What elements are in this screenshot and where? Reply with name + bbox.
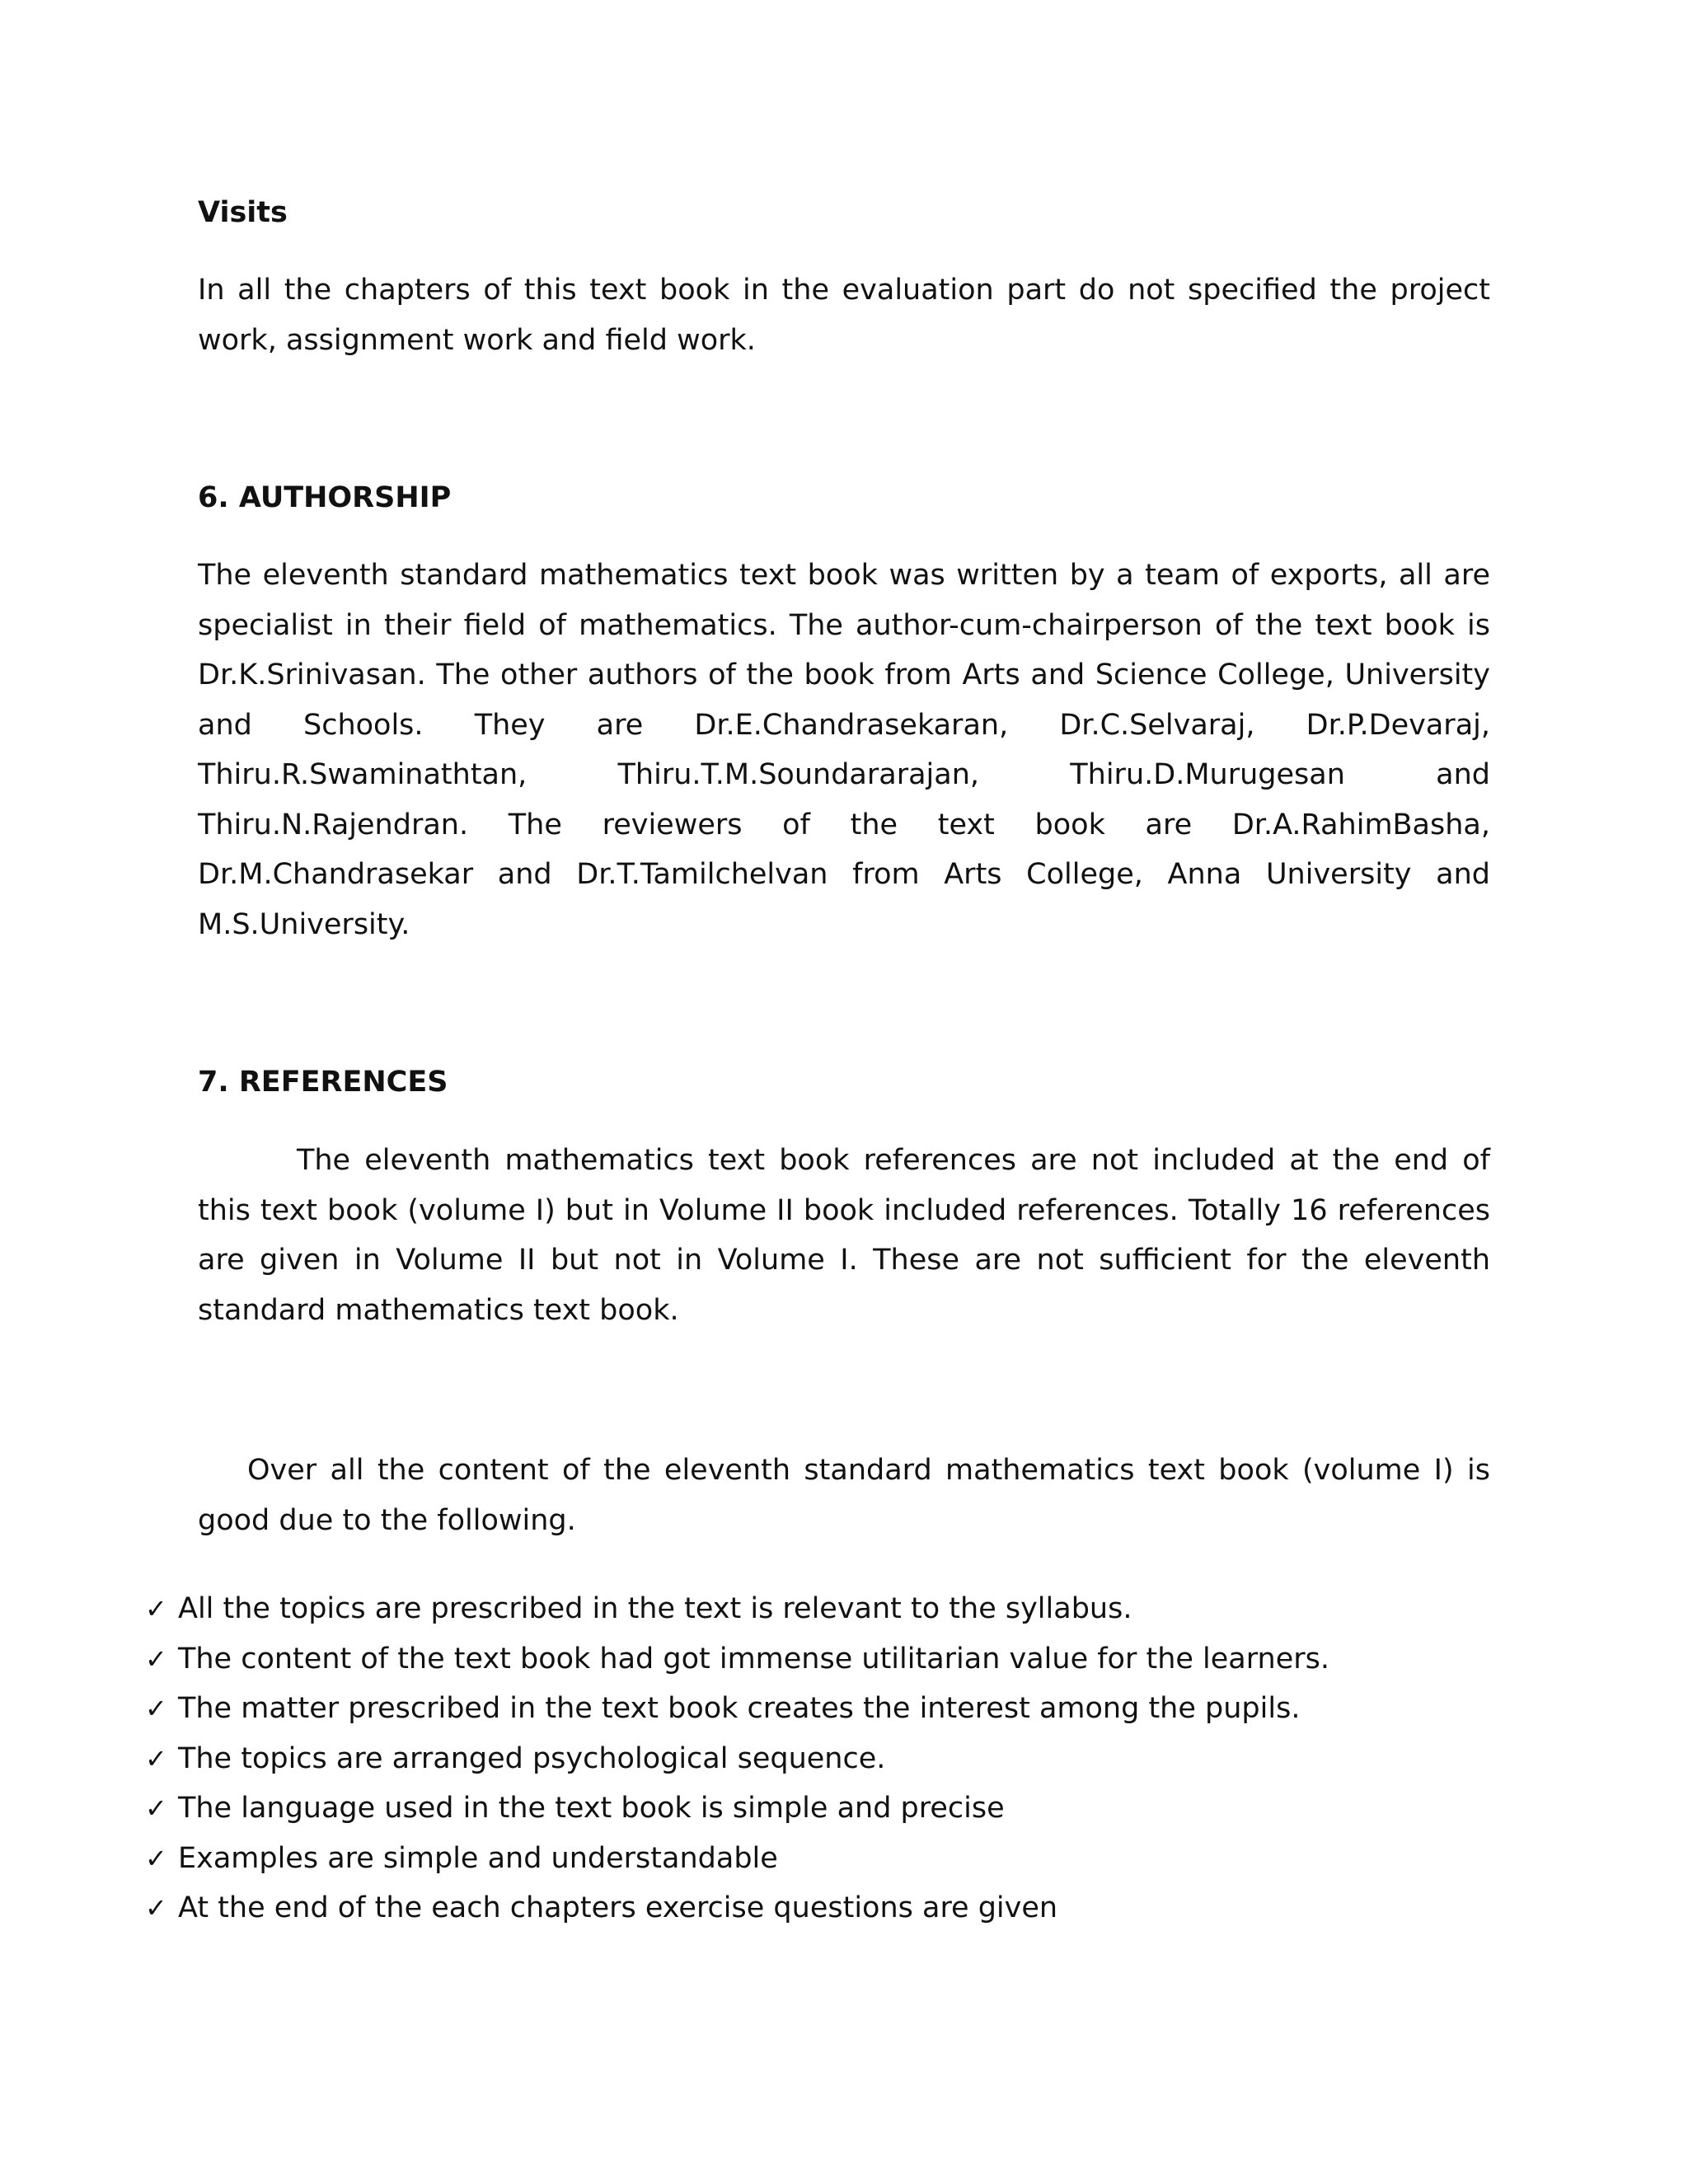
visits-paragraph: In all the chapters of this text book in the evaluation part do not specified the project work, assignment work and field work.: [198, 274, 1490, 357]
list-item-text: The content of the text book had got immense utilitarian value for the learners.: [178, 1642, 1329, 1675]
list-item: [145, 1634, 1546, 1685]
list-item-text: Examples are simple and understandable: [178, 1841, 778, 1875]
references-section: [198, 1057, 1490, 1107]
check-icon: ✓: [145, 1842, 167, 1874]
list-item-text: All the topics are prescribed in the text is relevant to the syllabus.: [178, 1592, 1132, 1625]
authorship-section: [198, 473, 1490, 523]
authorship-heading: 6. AUTHORSHIP: [198, 481, 452, 514]
check-icon: ✓: [145, 1693, 167, 1724]
list-item: [145, 1834, 1546, 1884]
references-body: [198, 1136, 1490, 1335]
list-item: [145, 1783, 1546, 1834]
visits-section: [198, 188, 1490, 237]
check-icon: ✓: [145, 1593, 167, 1624]
list-item-text: The language used in the text book is simple and precise: [178, 1792, 1005, 1825]
list-item: [145, 1734, 1546, 1784]
list-item: [145, 1883, 1546, 1933]
references-heading: 7. REFERENCES: [198, 1066, 448, 1099]
authorship-body: [198, 551, 1490, 949]
list-item: [145, 1684, 1546, 1734]
references-paragraph: The eleventh mathematics text book references are not included at the end of this text book (volume I) but in Volume II book included references. Totally 16 references are given in Volume II but not in Volume I. These are not sufficient for the eleventh standard mathematics text book.: [198, 1144, 1490, 1327]
list-item-text: The topics are arranged psychological sequence.: [178, 1741, 886, 1775]
check-icon: ✓: [145, 1643, 167, 1675]
visits-body: [198, 265, 1490, 365]
check-icon: ✓: [145, 1742, 167, 1774]
list-item-text: The matter prescribed in the text book creates the interest among the pupils.: [178, 1692, 1301, 1725]
authorship-paragraph: The eleventh standard mathematics text book was written by a team of exports, all are specialist in their field of mathematics. The author-cum-chairperson of the text book is Dr.K.Srinivasan. The other authors of the book from Arts and Science College, University and Schools. They are Dr.E.Chandrasekaran, Dr.C.Selvaraj, Dr.P.Devaraj, Thiru.R.Swaminathtan, Thiru.T.M.Soundararajan, Thiru.D.Murugesan and Thiru.N.Rajendran. The reviewers of the text book are Dr.A.RahimBasha, Dr.M.Chandrasekar and Dr.T.Tamilchelvan from Arts College, Anna University and M.S.University.: [198, 559, 1490, 941]
checklist: [145, 1584, 1546, 1933]
list-item: [145, 1584, 1546, 1634]
list-item-text: At the end of the each chapters exercise questions are given: [178, 1891, 1058, 1924]
visits-heading: Visits: [198, 196, 288, 229]
check-icon: ✓: [145, 1892, 167, 1924]
summary-section: [198, 1446, 1490, 1545]
check-icon: ✓: [145, 1793, 167, 1824]
summary-paragraph: Over all the content of the eleventh standard mathematics text book (volume I) is good due to the following.: [198, 1454, 1490, 1537]
